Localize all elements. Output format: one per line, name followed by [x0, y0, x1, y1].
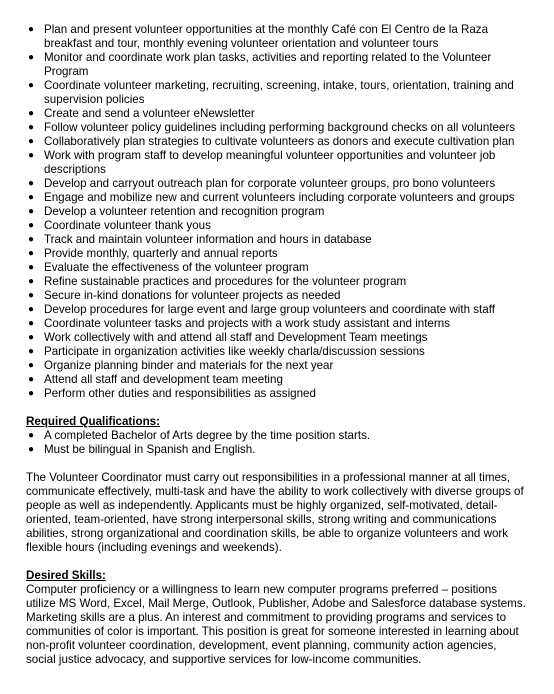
- bullet-icon: ●: [28, 276, 35, 287]
- list-item-text: Coordinate volunteer tasks and projects with a work study assistant and interns: [44, 317, 450, 330]
- list-item-text: Work collectively with and attend all staff and Development Team meetings: [44, 331, 428, 344]
- desired-skills-heading: Desired Skills:: [26, 569, 106, 582]
- list-item: [26, 303, 526, 317]
- bullet-icon: ●: [28, 346, 35, 357]
- list-item-text: Follow volunteer policy guidelines including performing background checks on all volunteers: [44, 121, 516, 134]
- list-item-text: Must be bilingual in Spanish and English.: [44, 443, 256, 456]
- required-qualifications-heading: Required Qualifications:: [26, 415, 160, 428]
- list-item: [26, 219, 526, 233]
- list-item: [26, 149, 526, 177]
- list-item-text: Develop and carryout outreach plan for corporate volunteer groups, pro bono volunteers: [44, 177, 496, 190]
- list-item: [26, 289, 526, 303]
- bullet-icon: ●: [28, 248, 35, 259]
- bullet-icon: ●: [28, 234, 35, 245]
- list-item-text: Provide monthly, quarterly and annual reports: [44, 247, 278, 260]
- list-item: [26, 331, 526, 345]
- list-item: [26, 443, 526, 457]
- list-item: [26, 205, 526, 219]
- list-item-text: Develop a volunteer retention and recognition program: [44, 205, 325, 218]
- bullet-icon: ●: [28, 108, 35, 119]
- bullet-icon: ●: [28, 262, 35, 273]
- bullet-icon: ●: [28, 206, 35, 217]
- list-item: [26, 429, 526, 443]
- bullet-icon: ●: [28, 318, 35, 329]
- bullet-icon: ●: [28, 178, 35, 189]
- list-item: [26, 51, 526, 79]
- list-item: [26, 345, 526, 359]
- list-item-text: Attend all staff and development team meeting: [44, 373, 283, 386]
- list-item-text: Organize planning binder and materials for the next year: [44, 359, 334, 372]
- list-item-text: Coordinate volunteer thank yous: [44, 219, 211, 232]
- bullet-icon: ●: [28, 304, 35, 315]
- list-item: [26, 247, 526, 261]
- list-item-text: Evaluate the effectiveness of the volunteer program: [44, 261, 309, 274]
- bullet-icon: ●: [28, 220, 35, 231]
- bullet-icon: ●: [28, 24, 35, 35]
- list-item: [26, 23, 526, 51]
- list-item: [26, 373, 526, 387]
- bullet-icon: ●: [28, 192, 35, 203]
- list-item: [26, 261, 526, 275]
- list-item-text: Collaboratively plan strategies to cultivate volunteers as donors and execute cultivation plan: [44, 135, 515, 148]
- bullet-icon: ●: [28, 430, 35, 441]
- bullet-icon: ●: [28, 122, 35, 133]
- list-item-text: Monitor and coordinate work plan tasks, activities and reporting related to the Volunteer Program: [44, 51, 492, 78]
- desired-skills-paragraph: Computer proficiency or a willingness to learn new computer programs preferred – positions utilize MS Word, Excel, Mail Merge, Outlook, Publisher, Adobe and Salesforce database systems. Marketing skills are a plus. An interest and commitment to providing programs and services to communities of color is important. This position is great for someone interested in learning about non-profit volunteer coordination, development, event planning, community action agencies, social justice advocacy, and supportive services for low-income communities.: [26, 583, 526, 666]
- list-item: [26, 107, 526, 121]
- list-item-text: A completed Bachelor of Arts degree by the time position starts.: [44, 429, 371, 442]
- list-item-text: Participate in organization activities like weekly charla/discussion sessions: [44, 345, 425, 358]
- duties-list: [26, 23, 526, 401]
- bullet-icon: ●: [28, 80, 35, 91]
- list-item: [26, 387, 526, 401]
- bullet-icon: ●: [28, 374, 35, 385]
- bullet-icon: ●: [28, 360, 35, 371]
- spacer: [26, 401, 526, 415]
- coordinator-description-paragraph: The Volunteer Coordinator must carry out responsibilities in a professional manner at all times, communicate effectively, multi-task and have the ability to work collectively with diverse groups of people as well as independently. Applicants must be highly organized, self-motivated, detail-oriented, team-oriented, have strong interpersonal skills, strong writing and communications abilities, strong organizational and coordination skills, be able to organize volunteers and work flexible hours (including evenings and weekends).: [26, 471, 524, 554]
- list-item-text: Engage and mobilize new and current volunteers including corporate volunteers and groups: [44, 191, 515, 204]
- bullet-icon: ●: [28, 388, 35, 399]
- list-item: [26, 177, 526, 191]
- list-item: [26, 121, 526, 135]
- list-item: [26, 79, 526, 107]
- list-item-text: Coordinate volunteer marketing, recruiting, screening, intake, tours, orientation, training and supervision policies: [44, 79, 514, 106]
- list-item: [26, 317, 526, 331]
- bullet-icon: ●: [28, 136, 35, 147]
- list-item: [26, 135, 526, 149]
- bullet-icon: ●: [28, 290, 35, 301]
- bullet-icon: ●: [28, 332, 35, 343]
- spacer: [26, 457, 526, 471]
- spacer: [26, 555, 526, 569]
- list-item: [26, 275, 526, 289]
- list-item-text: Track and maintain volunteer information and hours in database: [44, 233, 372, 246]
- list-item-text: Work with program staff to develop meaningful volunteer opportunities and volunteer job descriptions: [44, 149, 496, 176]
- list-item: [26, 191, 526, 205]
- bullet-icon: ●: [28, 52, 35, 63]
- list-item-text: Secure in-kind donations for volunteer projects as needed: [44, 289, 341, 302]
- list-item-text: Create and send a volunteer eNewsletter: [44, 107, 255, 120]
- list-item: [26, 359, 526, 373]
- list-item-text: Refine sustainable practices and procedures for the volunteer program: [44, 275, 407, 288]
- bullet-icon: ●: [28, 444, 35, 455]
- document-page: [26, 23, 526, 667]
- list-item: [26, 233, 526, 247]
- list-item-text: Perform other duties and responsibilities as assigned: [44, 387, 316, 400]
- required-qualifications-list: [26, 429, 526, 457]
- list-item-text: Develop procedures for large event and large group volunteers and coordinate with staff: [44, 303, 495, 316]
- bullet-icon: ●: [28, 150, 35, 161]
- list-item-text: Plan and present volunteer opportunities at the monthly Café con El Centro de la Raza breakfast and tour, monthly evening volunteer orientation and volunteer tours: [44, 23, 489, 50]
